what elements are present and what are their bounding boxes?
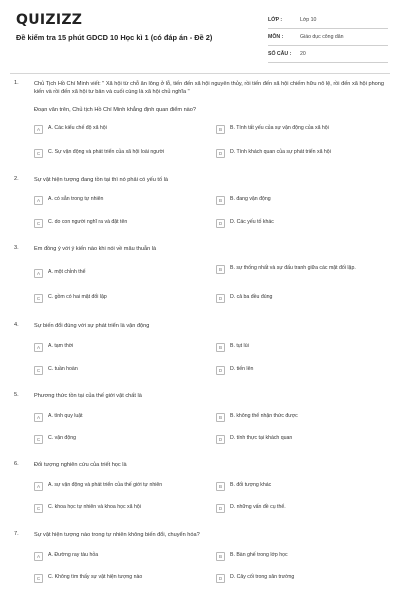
option-letter: C [34,366,43,375]
question-number: 4. [14,322,19,328]
option-a[interactable] [34,269,204,278]
option-text: C. tuần hoàn [48,366,78,372]
meta-row-subject [268,29,388,46]
option-letter: B [216,413,225,422]
option-text: B. đối tượng khác [230,482,272,488]
class-label: LỚP : [268,17,283,23]
option-b[interactable] [216,343,386,352]
option-letter: D [216,219,225,228]
document-title: Đề kiểm tra 15 phút GDCD 10 Học kì 1 (có đáp án - Đề 2) [16,33,213,42]
option-letter: D [216,504,225,513]
option-letter: D [216,366,225,375]
option-letter: A [34,125,43,134]
option-text: C. do con người nghĩ ra và đặt tên [48,219,128,225]
option-a[interactable] [34,196,204,205]
option-letter: C [34,574,43,583]
option-a[interactable] [34,413,204,422]
option-letter: B [216,125,225,134]
option-a[interactable] [34,482,204,491]
option-letter: C [34,504,43,513]
option-letter: D [216,294,225,303]
option-letter: A [34,413,43,422]
option-text: B. không thể nhận thức được [230,413,298,419]
option-text: B. tụt lùi [230,343,249,349]
option-letter: B [216,265,225,274]
option-text: B. đang vận động [230,196,271,202]
option-letter: D [216,574,225,583]
option-letter: D [216,149,225,158]
question-text: Sự vật hiện tượng đang tồn tại thì nó phải có yếu tố là [34,177,168,183]
option-text: C. vận động [48,435,76,441]
question-text: Phương thức tồn tại của thế giới vật chất là [34,393,142,399]
option-d[interactable] [216,504,386,513]
option-text: C. gồm có hai mặt đối lập [48,294,107,300]
option-b[interactable] [216,196,386,205]
option-letter: C [34,294,43,303]
question-subtext: Đoạn văn trên, Chủ tịch Hồ Chí Minh khẳng định quan điểm nào? [34,107,197,113]
option-text: D. cả ba đều đúng [230,294,273,300]
question-number: 6. [14,461,19,467]
option-c[interactable] [34,294,204,303]
quiz-meta-table [268,12,388,63]
meta-row-count [268,46,388,63]
option-text: D. tính thực tại khách quan [230,435,293,441]
option-b[interactable] [216,265,386,274]
option-a[interactable] [34,343,204,352]
option-text: A. một chỉnh thể [48,269,86,275]
option-c[interactable] [34,149,204,158]
option-text: B. Tính tất yếu của sự vận động của xã hội [230,125,329,131]
header-divider [10,73,390,74]
option-d[interactable] [216,149,386,158]
option-text: B. sự thống nhất và sự đấu tranh giữa các mặt đối lập. [230,265,356,271]
option-letter: B [216,552,225,561]
option-letter: B [216,196,225,205]
option-letter: A [34,196,43,205]
option-letter: A [34,269,43,278]
question-number: 1. [14,80,19,86]
option-text: B. Bàn ghế trong lớp học [230,552,288,558]
question-number: 3. [14,245,19,251]
option-letter: D [216,435,225,444]
option-d[interactable] [216,574,386,583]
option-text: D. những vấn đề cụ thể. [230,504,286,510]
option-b[interactable] [216,482,386,491]
option-d[interactable] [216,435,386,444]
option-a[interactable] [34,125,204,134]
option-letter: B [216,482,225,491]
meta-row-class [268,12,388,29]
option-letter: C [34,149,43,158]
question-number: 5. [14,392,19,398]
option-text: A. có sẵn trong tự nhiên [48,196,104,202]
option-letter: C [34,219,43,228]
option-text: C. Không tìm thấy sự vật hiện tượng nào [48,574,143,580]
option-letter: A [34,343,43,352]
question-number: 2. [14,176,19,182]
option-letter: A [34,482,43,491]
option-text: D. Cây cối trong sân trường [230,574,295,580]
question-text: Chủ Tịch Hồ Chí Minh viết: " Xã hội từ chỗ ăn lông ở lỗ, tiến đến xã hội nguyên thủy, rồi tiến đến xã hội chiếm hữu nô lệ, rồi đến xã hội phong kiến và rồi đến xã hội tư bản và cuối cùng là xã hội chủ nghĩa " [34,81,385,95]
option-c[interactable] [34,435,204,444]
option-letter: B [216,343,225,352]
question-count-label: SỐ CÂU : [268,51,292,57]
option-text: D. Tính khách quan của sự phát triển xã hội [230,149,331,155]
option-b[interactable] [216,552,386,561]
question-number: 7. [14,531,19,537]
quizizz-logo: QUIZIZZ [16,12,83,28]
option-text: C. Sự vận động và phát triển của xã hội loài người [48,149,165,155]
subject-label: MÔN : [268,34,284,40]
option-text: D. tiến lên [230,366,254,372]
option-b[interactable] [216,125,386,134]
question-count-value: 20 [300,51,306,57]
option-a[interactable] [34,552,204,561]
option-c[interactable] [34,574,204,583]
option-d[interactable] [216,219,386,228]
option-letter: C [34,435,43,444]
option-letter: A [34,552,43,561]
option-c[interactable] [34,366,204,375]
option-d[interactable] [216,366,386,375]
option-c[interactable] [34,504,204,513]
question-text: Đối tượng nghiên cứu của triết học là [34,462,127,468]
question-text: Em đồng ý với ý kiến nào khi nói về mâu thuẫn là [34,246,157,252]
class-value: Lớp 10 [300,17,317,23]
option-text: A. Các kiểu chế độ xã hội [48,125,107,131]
option-text: A. tạm thời [48,343,74,349]
option-b[interactable] [216,413,386,422]
option-d[interactable] [216,294,386,303]
option-text: A. Đường ray tàu hỏa [48,552,99,558]
option-c[interactable] [34,219,204,228]
question-text: Sự biến đổi đúng với sự phát triển là vận động [34,323,150,329]
option-text: A. tính quy luật [48,413,83,419]
option-text: D. Các yếu tố khác [230,219,274,225]
option-text: A. sự vận động và phát triển của thế giới tự nhiên [48,482,163,488]
question-text: Sự vật hiện tượng nào trong tự nhiên không biến đổi, chuyển hóa? [34,532,200,538]
option-text: C. khoa học tự nhiên và khoa học xã hội [48,504,141,510]
subject-value: Giáo dục công dân [300,34,344,40]
